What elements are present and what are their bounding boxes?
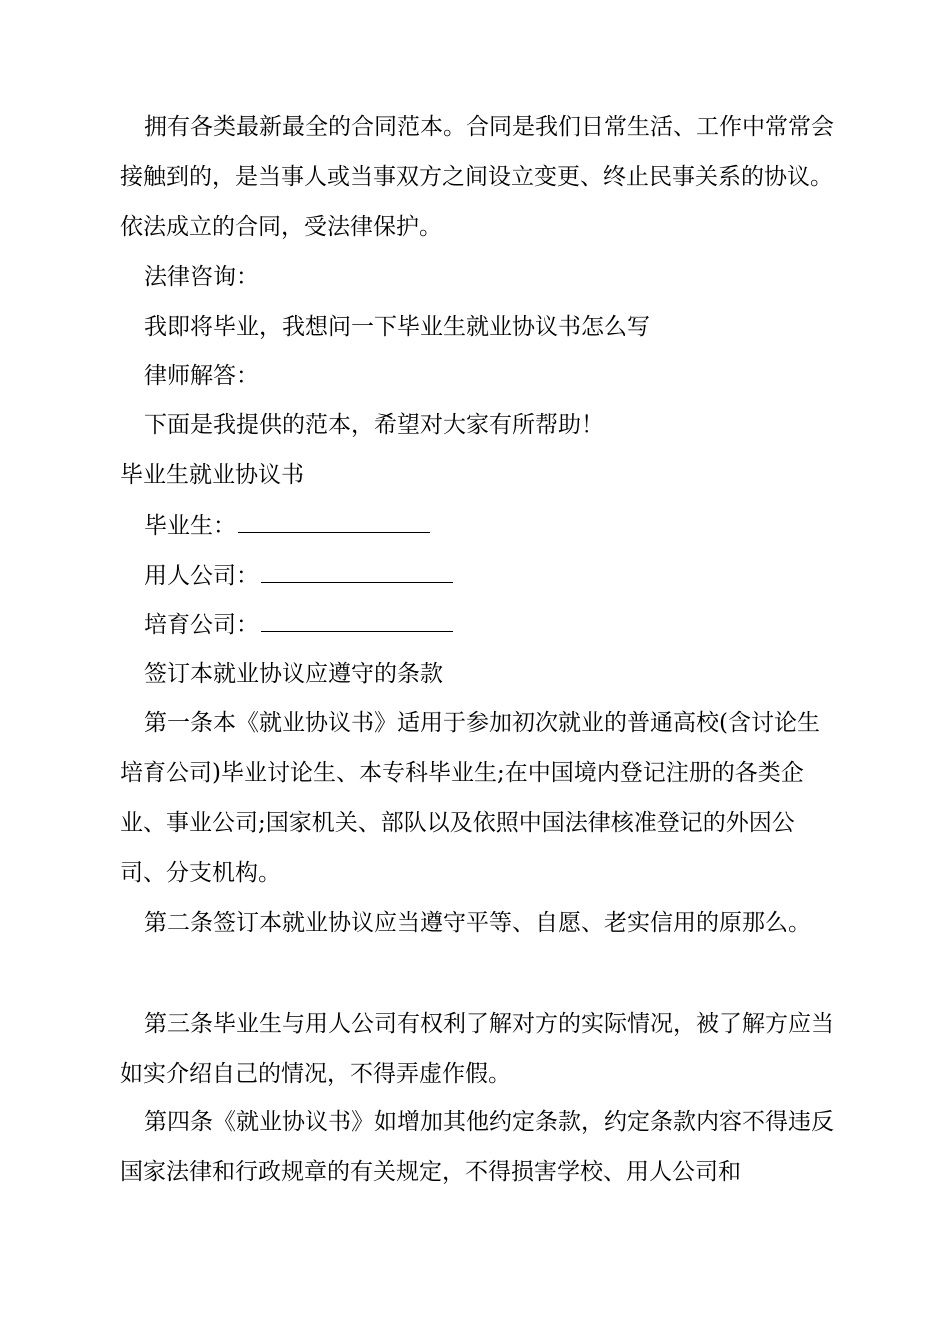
graduate-blank bbox=[238, 510, 430, 533]
graduate-label: 毕业生： bbox=[144, 513, 236, 539]
graduate-field bbox=[144, 510, 430, 541]
article-4: 第四条《就业协议书》如增加其他约定条款，约定条款内容不得违反国家法律和行政规章的有关规定，不得损害学校、用人公司和 bbox=[120, 1109, 834, 1185]
trainer-blank bbox=[261, 609, 453, 632]
article-2: 第二条签订本就业协议应当遵守平等、自愿、老实信用的原那么。 bbox=[144, 910, 811, 936]
consult-label: 法律咨询： bbox=[144, 264, 259, 290]
trainer-field bbox=[144, 609, 453, 640]
answer-label: 律师解答： bbox=[144, 363, 259, 389]
question-text: 我即将毕业，我想问一下毕业生就业协议书怎么写 bbox=[144, 314, 650, 340]
employer-label: 用人公司： bbox=[144, 563, 259, 589]
article-3: 第三条毕业生与用人公司有权利了解对方的实际情况，被了解方应当如实介绍自己的情况，不得弄虚作假。 bbox=[120, 1011, 834, 1087]
answer-text: 下面是我提供的范本，希望对大家有所帮助！ bbox=[144, 412, 604, 438]
terms-heading: 签订本就业协议应遵守的条款 bbox=[144, 661, 443, 687]
trainer-label: 培育公司： bbox=[144, 612, 259, 638]
employer-field bbox=[144, 560, 453, 591]
intro-paragraph: 拥有各类最新最全的合同范本。合同是我们日常生活、工作中常常会接触到的，是当事人或当事双方之间设立变更、终止民事关系的协议。依法成立的合同，受法律保护。 bbox=[120, 114, 834, 240]
employer-blank bbox=[261, 560, 453, 583]
agreement-title: 毕业生就业协议书 bbox=[120, 462, 304, 488]
article-1: 第一条本《就业协议书》适用于参加初次就业的普通高校(含讨论生培育公司)毕业讨论生、本专科毕业生;在中国境内登记注册的各类企业、事业公司;国家机关、部队以及依照中国法律核准登记的外因公司、分支机构。 bbox=[120, 710, 820, 886]
